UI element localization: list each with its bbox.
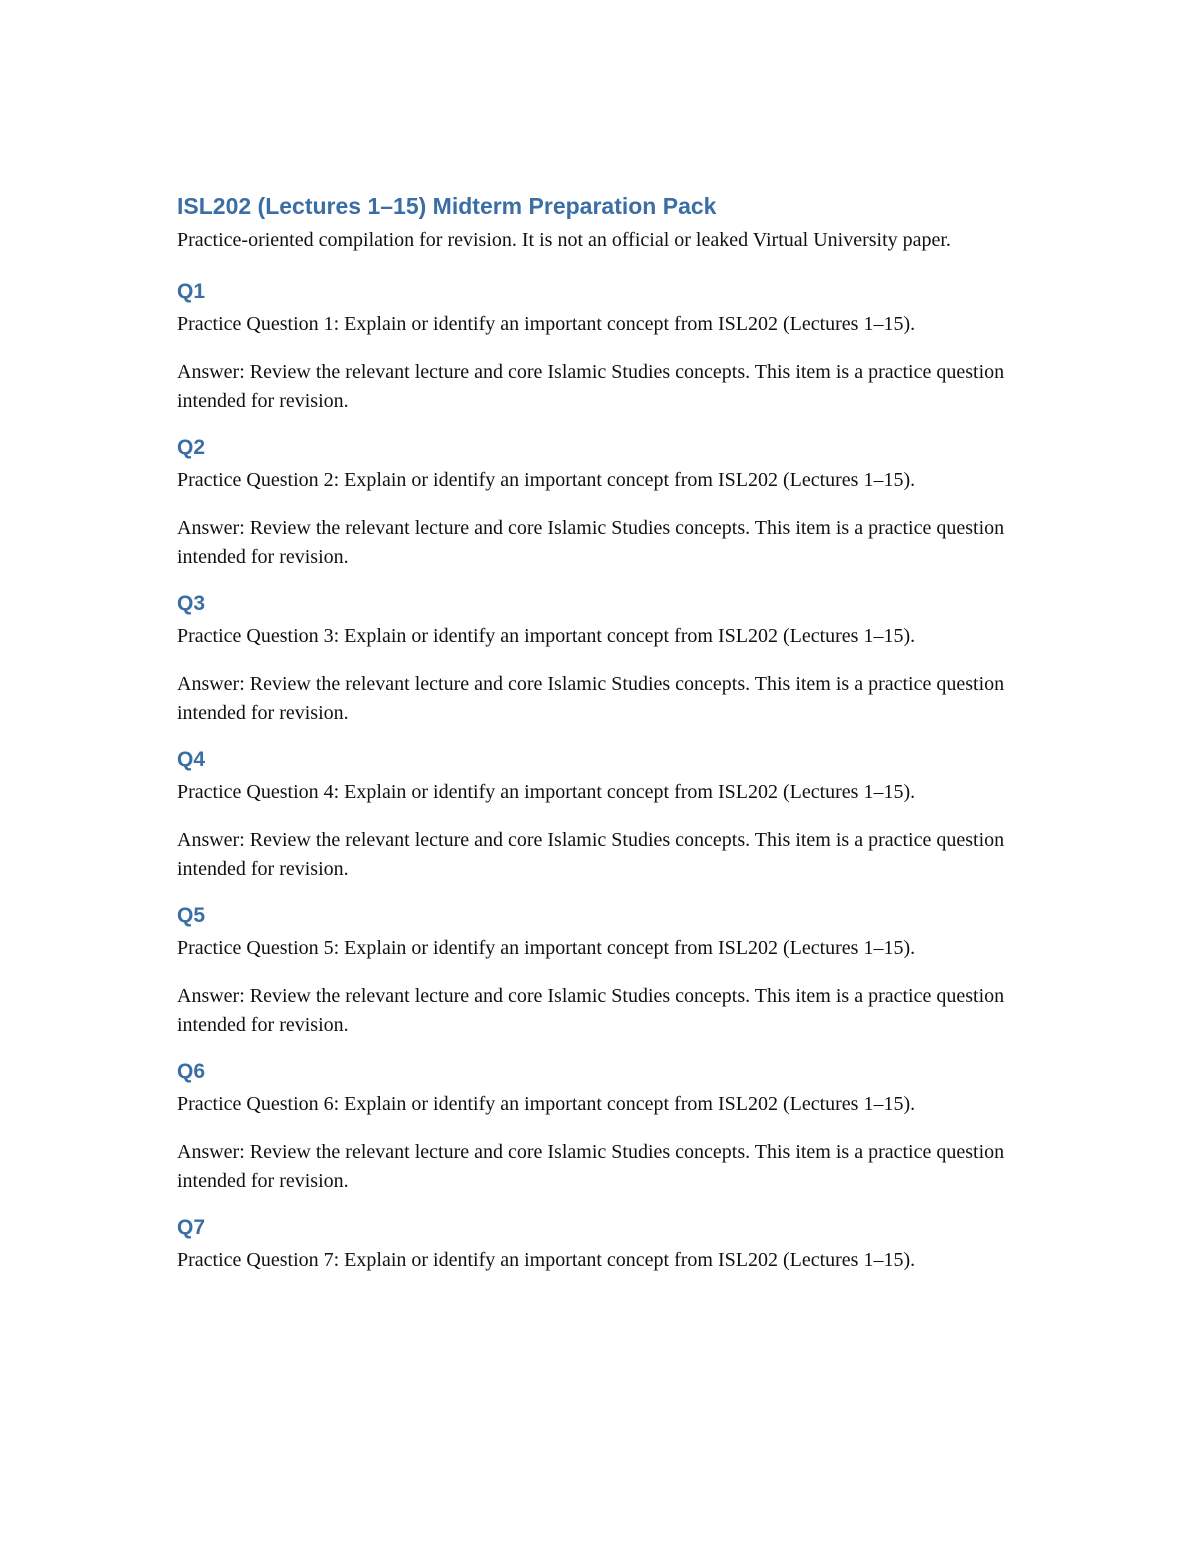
question-heading: Q7 (177, 1216, 206, 1239)
question-text: Practice Question 7: Explain or identify an important concept from ISL202 (Lectures 1–15). (177, 1249, 916, 1271)
question-block (177, 901, 1037, 1040)
question-block (177, 589, 1037, 728)
question-text: Practice Question 2: Explain or identify an important concept from ISL202 (Lectures 1–15). (177, 469, 916, 491)
question-block (177, 277, 1037, 416)
answer-text: Answer: Review the relevant lecture and core Islamic Studies concepts. This item is a practice question intended for revision. (177, 985, 1005, 1036)
document-subtitle: Practice-oriented compilation for revision. It is not an official or leaked Virtual University paper. (177, 229, 951, 251)
answer-text: Answer: Review the relevant lecture and core Islamic Studies concepts. This item is a practice question intended for revision. (177, 517, 1005, 568)
question-heading: Q3 (177, 592, 206, 615)
question-text: Practice Question 1: Explain or identify an important concept from ISL202 (Lectures 1–15). (177, 313, 916, 335)
question-text: Practice Question 3: Explain or identify an important concept from ISL202 (Lectures 1–15). (177, 625, 916, 647)
question-heading: Q2 (177, 436, 206, 459)
question-heading: Q1 (177, 280, 206, 303)
document-body (177, 190, 1037, 1275)
question-heading: Q5 (177, 904, 206, 927)
document-title: ISL202 (Lectures 1–15) Midterm Preparation Pack (177, 193, 717, 219)
question-block (177, 745, 1037, 884)
answer-text: Answer: Review the relevant lecture and core Islamic Studies concepts. This item is a practice question intended for revision. (177, 361, 1005, 412)
answer-text: Answer: Review the relevant lecture and core Islamic Studies concepts. This item is a practice question intended for revision. (177, 829, 1005, 880)
question-text: Practice Question 4: Explain or identify an important concept from ISL202 (Lectures 1–15). (177, 781, 916, 803)
question-block (177, 1213, 1037, 1275)
answer-text: Answer: Review the relevant lecture and core Islamic Studies concepts. This item is a practice question intended for revision. (177, 673, 1005, 724)
question-text: Practice Question 5: Explain or identify an important concept from ISL202 (Lectures 1–15). (177, 937, 916, 959)
question-heading: Q6 (177, 1060, 206, 1083)
question-heading: Q4 (177, 748, 206, 771)
question-block (177, 1057, 1037, 1196)
question-block (177, 433, 1037, 572)
question-text: Practice Question 6: Explain or identify an important concept from ISL202 (Lectures 1–15). (177, 1093, 916, 1115)
answer-text: Answer: Review the relevant lecture and core Islamic Studies concepts. This item is a practice question intended for revision. (177, 1141, 1005, 1192)
